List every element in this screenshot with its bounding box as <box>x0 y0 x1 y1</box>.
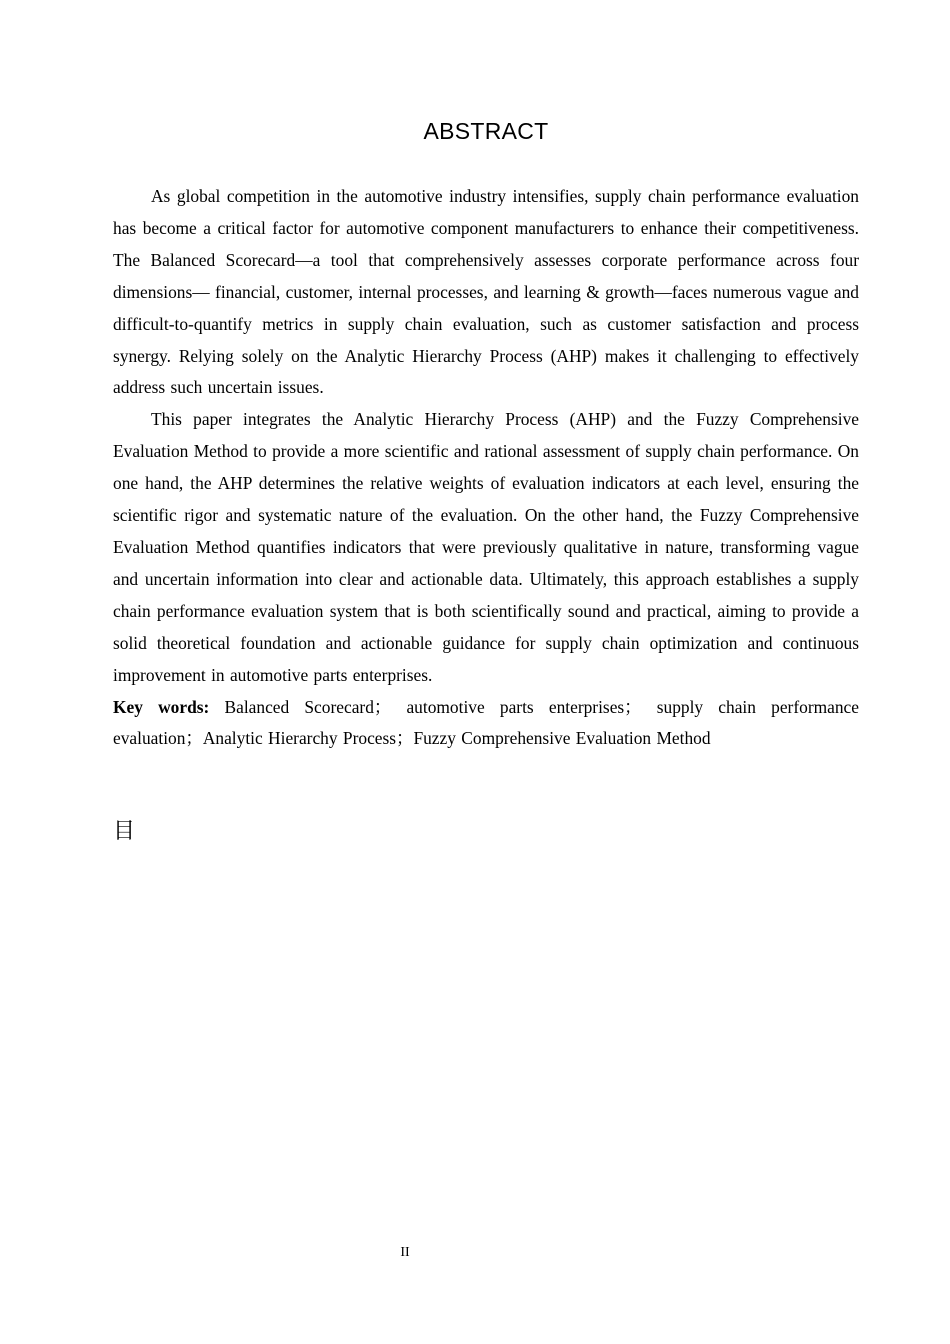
abstract-paragraph-2: This paper integrates the Analytic Hierarchy Process (AHP) and the Fuzzy Comprehensive Evaluation Method to provide a more scientific and rational assessment of supply chain performance. On one hand, the AHP determines the relative weights of evaluation indicators at each level, ensuring the scientific rigor and systematic nature of the evaluation. On the other hand, the Fuzzy Comprehensive Evaluation Method quantifies indicators that were previously qualitative in nature, transforming vague and uncertain information into clear and actionable data. Ultimately, this approach establishes a supply chain performance evaluation system that is both scientifically sound and practical, aiming to provide a solid theoretical foundation and actionable guidance for supply chain optimization and continuous improvement in automotive parts enterprises. <box>113 409 859 685</box>
keywords-line <box>113 692 859 756</box>
keywords-label: Key words: <box>113 696 210 717</box>
abstract-paragraph-1: As global competition in the automotive industry intensifies, supply chain performance evaluation has become a critical factor for automotive component manufacturers to enhance their competitiveness. The Balanced Scorecard—a tool that comprehensively assesses corporate performance across four dimensions— financial, customer, internal processes, and learning & growth—faces numerous vague and difficult-to-quantify metrics in supply chain evaluation, such as customer satisfaction and process synergy. Relying solely on the Analytic Hierarchy Process (AHP) makes it challenging to effectively address such uncertain issues. <box>113 186 859 398</box>
keywords-text: Balanced Scorecard； automotive parts enterprises； supply chain performance evaluation；Analytic Hierarchy Process；Fuzzy Comprehensive Evaluation Method <box>113 696 859 749</box>
page-number: II <box>400 1245 410 1260</box>
abstract-body <box>113 181 859 755</box>
toc-heading-char: 目 <box>113 819 136 844</box>
abstract-title: ABSTRACT <box>423 118 549 144</box>
